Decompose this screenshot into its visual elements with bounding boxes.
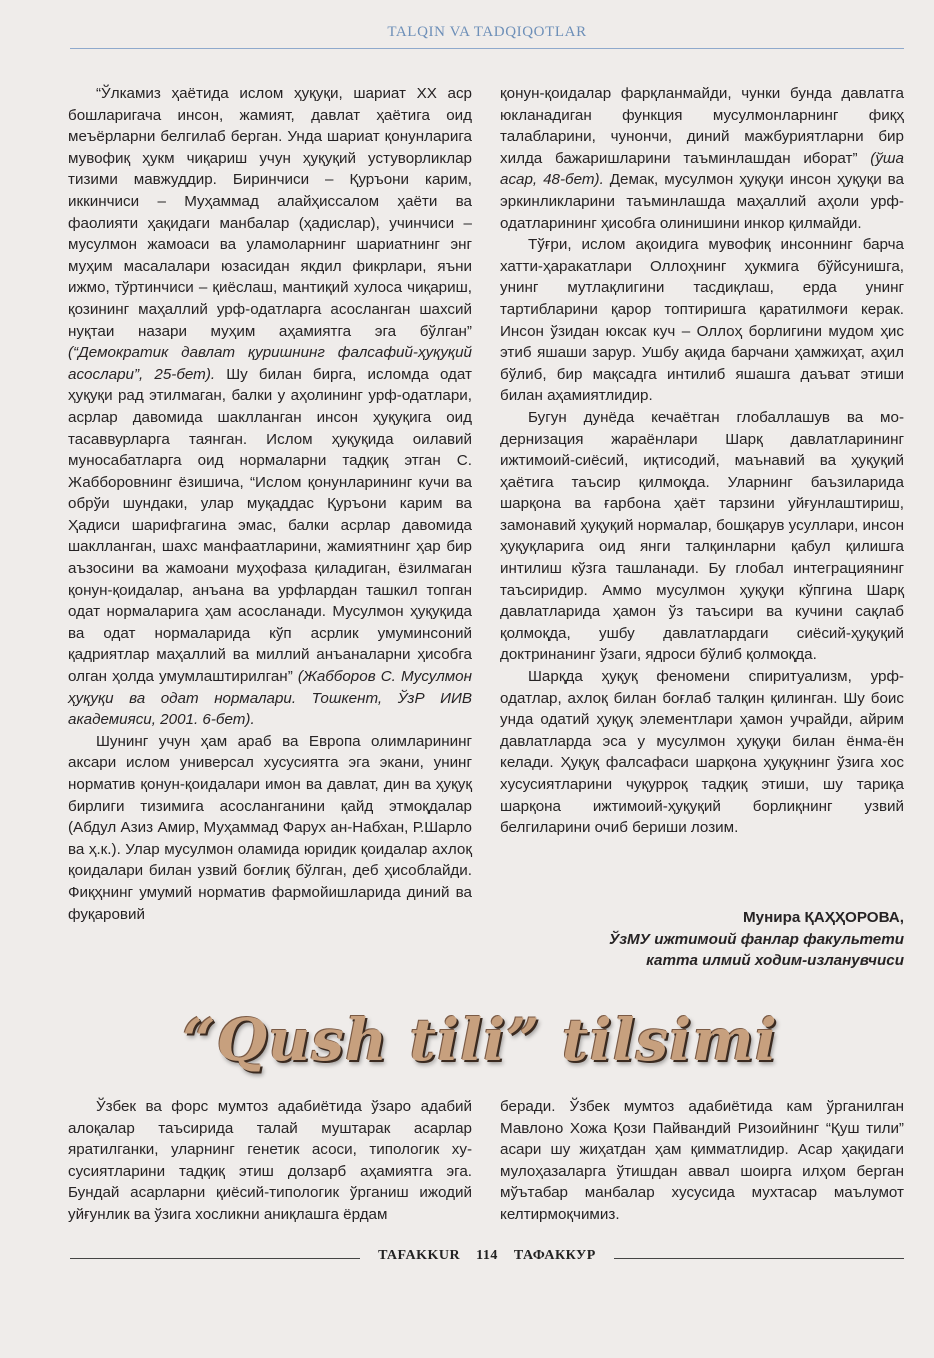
- author-block: [500, 907, 904, 972]
- running-header: TALQIN VA TADQIQOTLAR: [387, 24, 587, 40]
- column-4: [500, 1096, 904, 1226]
- paragraph: Шарқда ҳуқуқ феномени спиритуализм, урф-одатлар, ахлоқ билан боғлаб талқин қилинган. Шу боис унда одатий ҳуқуқ элементлари ҳамон учрайди, айрим давлатларда эса у мусулмон ҳуқуқи билан ёнма-ён келади. Ҳуқуқ фалсафаси шарқона ҳуқуқнинг ўзига хос хусусиятларини чуқурроқ тадқиқ этиши, шу тариқа шарқона ижтимоий-ҳуқуқий борлиқнинг узвий белгиларини очиб бериши лозим.: [500, 668, 904, 837]
- citation: (ўша асар, 48-бет).: [500, 149, 904, 189]
- footer-rule-left: [70, 1258, 360, 1259]
- paragraph-text: Шу билан бирга, исломда одат ҳуқуқи рад этилмаган, балки у аҳолининг урф-одатлари, асрлар давомида шаклланган инсон ҳуқуқига оид тасаввурларга таянган. Ислом ҳуқуқида оилавий муносабатларга оид нормаларни тадқиқ этган С. Жабборовнинг ёзишича, “Ислом қонунларининг кучи ва обрўи шундаки, улар муқаддас Қуръони карим ва Ҳадиси шарифгагина эмас, балки асрлар давомида шаклланган, шахс манфаатларини, жамиятнинг ҳар бир аъзосини ва жамоани муҳофаза қиладиган, ёзилмаган қонун-қоидалар, анъана ва урфлардан ташкил топган одат нормаларига ҳам асосланади. Мусулмон ҳуқуқида ва одат нормаларида кўп асрлик умуминсоний қадриятлар маҳаллий ва миллий анъаналарни ҳисобга олган ҳолда умумлаштирилган”: [68, 365, 472, 686]
- paragraph: Ўзбек ва форс мумтоз адабиётида ўзаро адабий алоқалар таъсирида талай муштарак асарлар яратилганки, уларнинг генетик асоси, типологик хусусиятларини тадқиқ этиш долзарб аҳамиятга эга. Бундай асарларни қиёсий-типологик ўрганиш ижодий уйғунлик ва ўзига хосликни аниқлашга ёрдам: [68, 1098, 472, 1223]
- footer-magazine-cyrillic: ТАФАККУР: [513, 1248, 596, 1263]
- column-1: [68, 83, 472, 925]
- paragraph: [68, 83, 472, 731]
- author-affiliation: ЎзМУ ижтимоий фанлар факультети: [609, 930, 904, 948]
- column-2: [500, 83, 904, 839]
- paragraph-text: қонун-қоидалар фарқланмайди, чунки бунда давлатга юкланадиган функция мусулмонларнинг фиқҳ талабларини, чунончи, диний мажбуриятларни бир хилда бажаришларини таъминлашдан иборат”: [500, 85, 904, 167]
- paragraph: [500, 83, 904, 234]
- paragraph: Бугун дунёда кечаётган глобаллашув ва модернизация жараёнлари Шарқ давлатларининг ижтимоий-сиёсий, иқтисодий, маънавий ва ҳуқуқий ҳаётига таъсир қилмоқда. Уларнинг баъзиларида шарқона ва ғарбона ҳаёт тарзини уйғунлаштириш, замонавий ҳуқуқий нормалар, бошқарув усуллари, инсон ҳуқуқларига оид янги талқинларни қабул қилишга интилиш кўзга ташланади. Бу глобал интеграциянинг таъсиридир. Аммо мусулмон ҳуқуқи кўпгина Шарқ давлатларида ҳамон ўз таъсири ва кучини сақлаб қолмоқда, ушбу давлатлардаги сиёсий-ҳуқуқий доктринанинг ўзаги, ядроси бўлиб қолмоқда.: [500, 408, 904, 664]
- paragraph-text: Демак, мусулмон ҳуқуқи инсон ҳуқуқи ва эркинликларини таъминлашда маҳаллий аҳоли урф-одатларининг ҳисобга олинишини инкор қилмайди.: [500, 171, 904, 232]
- paragraph: Шунинг учун ҳам араб ва Европа олимларининг аксари ислом универсал хусусиятга эга экани, унинг норматив қонун-қоидалари имон ва давлат, дин ва ҳуқуқ бирлиги тизимига асосланганини қайд этмоқдалар (Абдул Азиз Амир, Муҳаммад Фарух ан-Набхан, Р.Шарло ва ҳ.к.). Улар мусулмон оламида юридик қоидалар ахлоқ қоидалари билан узвий боғлиқ бўлган, деб ҳисоблайди. Фиқҳнинг умумий норматив фармойишларида диний ва фуқаровий: [68, 732, 472, 923]
- column-3: [68, 1096, 472, 1226]
- footer-rule-right: [614, 1258, 904, 1259]
- page-number: 114: [476, 1248, 498, 1263]
- author-name: Мунира ҚАҲҲОРОВА,: [742, 909, 904, 926]
- paragraph: Тўғри, ислом ақоидига мувофиқ инсоннинг барча хатти-ҳаракатлари Оллоҳнинг ҳукмига бўйсунишга, унинг мутлақлигини тасдиқлаш, ерда унинг тартибларини қарор топтиришга қаратилмоғи керак. Инсон ўзидан юксак куч – Оллоҳ борлигини мудом ҳис этиб яшаши зарур. Ушбу ақида барчани ҳамжиҳат, аҳил бўлиб, бир мақсадга интилиб яшашга даъват этиши билан аҳамиятлидир.: [500, 236, 904, 405]
- article-title: “Qush tili” tilsimi: [182, 1006, 778, 1074]
- page-footer: [360, 1248, 614, 1264]
- paragraph-text: “Ўлкамиз ҳаётида ислом ҳуқуқи, шариат XX аср бошларигача инсон, жамият, давлат ҳаётига оид меъёрларни белгилаб берган. Унда шариат қонунларига мувофиқ ҳукм чиқариш учун ҳуқуқий устуворликлар тизими мавжуддир. Биринчиси – Қуръони карим, иккинчиси – Муҳаммад алайҳиссалом ҳаёти ва фаолияти ҳақидаги манбалар (ҳадислар), учинчиси – мусулмон жамоаси ва уламоларнинг шариатнинг энг муҳим масалалари юзасидан якдил фикрлари, яъни ижмо, тўртинчиси – қиёслаш, мантиқий хулоса чиқариш, қозининг маҳаллий урф-одатларга асосланган шахсий нуқтаи назари муҳим аҳамиятга эга бўлган”: [68, 85, 472, 340]
- paragraph: беради. Ўзбек мумтоз адабиётида кам ўрганилган Мавлоно Хожа Қози Пайвандий Ризоийнинг “Қуш тили” асари шу жиҳатдан ҳам қимматлидир. Асар ҳақидаги мулоҳазаларга ўтишдан аввал шоирга илҳом берган мўътабар манбалар хусусида мухтасар маълумот келтирмоқчимиз.: [500, 1098, 904, 1223]
- citation: (“Демократик давлат қуришнинг фалсафий-ҳуқуқий асослари”, 25-бет).: [68, 344, 472, 383]
- author-position: катта илмий ходим-изланувчиси: [646, 952, 904, 970]
- header-rule: [70, 48, 904, 49]
- citation: (Жабборов С. Мусулмон ҳуқуқи ва одат нормалари. Тошкент, ЎзР ИИВ академияси, 2001. 6-бет).: [68, 668, 472, 729]
- footer-magazine-latin: TAFAKKUR: [378, 1248, 461, 1263]
